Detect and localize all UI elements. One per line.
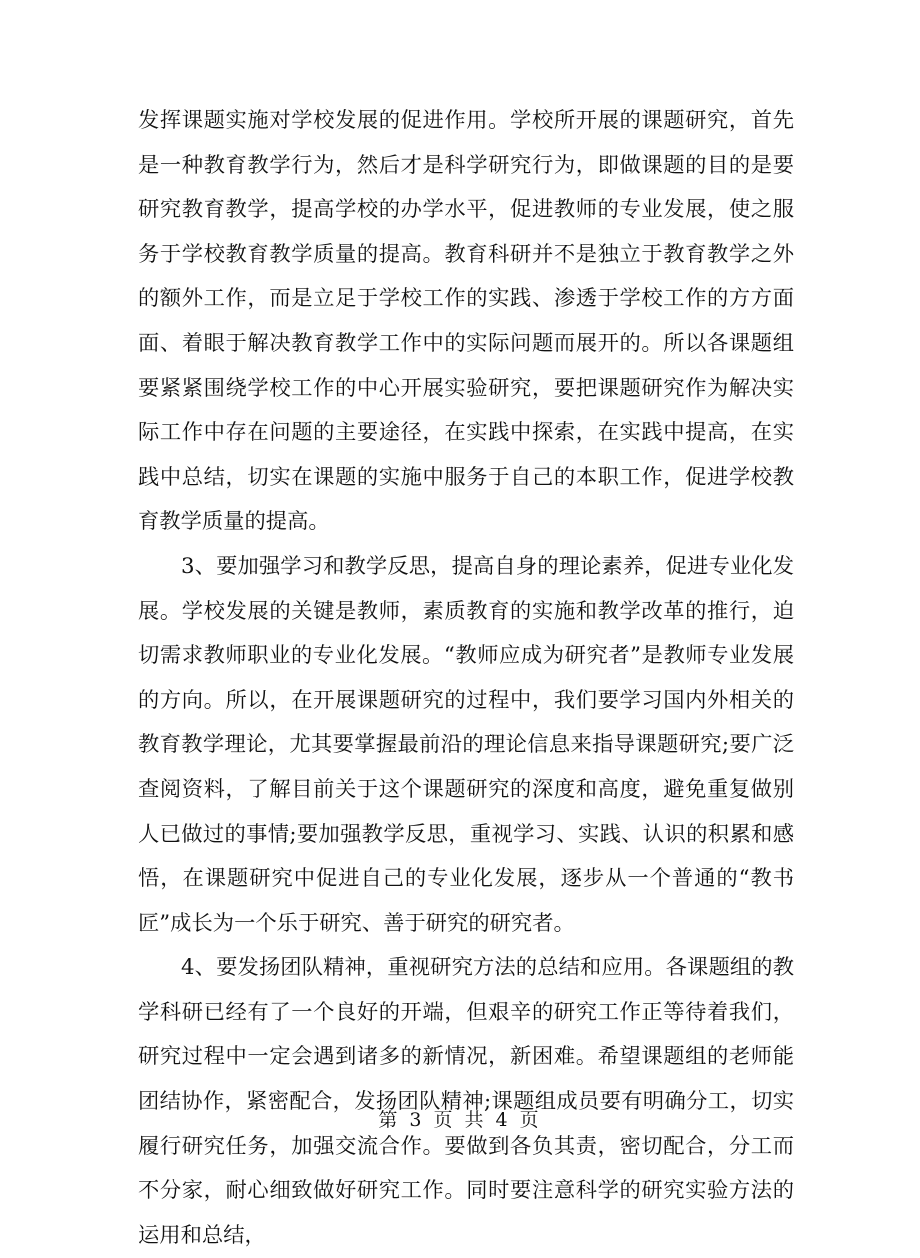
document-body <box>138 99 794 1258</box>
paragraph-item-3: 3、要加强学习和教学反思，提高自身的理论素养，促进专业化发展。学校发展的关键是教师，素质教育的实施和教学改革的推行，迫切需求教师职业的专业化发展。“教师应成为研究者”是教师专业发展的方向。所以，在开展课题研究的过程中，我们要学习国内外相关的教育教学理论，尤其要掌握最前沿的理论信息来指导课题研究;要广泛查阅资料，了解目前关于这个课题研究的深度和高度，避免重复做别人已做过的事情;要加强教学反思，重视学习、实践、认识的积累和感悟，在课题研究中促进自己的专业化发展，逐步从一个普通的“教书匠”成长为一个乐于研究、善于研究的研究者。 <box>138 553 794 936</box>
paragraph-item-4: 4、要发扬团队精神，重视研究方法的总结和应用。各课题组的教学科研已经有了一个良好的开端，但艰辛的研究工作正等待着我们，研究过程中一定会遇到诸多的新情况，新困难。希望课题组的老师能团结协作，紧密配合，发扬团队精神;课题组成员要有明确分工，切实履行研究任务，加强交流合作。要做到各负其责，密切配合，分工而不分家，耐心细致做好研究工作。同时要注意科学的研究实验方法的运用和总结， <box>138 955 794 1248</box>
paragraph-continuation: 发挥课题实施对学校发展的促进作用。学校所开展的课题研究，首先是一种教育教学行为，然后才是科学研究行为，即做课题的目的是要研究教育教学，提高学校的办学水平，促进教师的专业发展，使之服务于学校教育教学质量的提高。教育科研并不是独立于教育教学之外的额外工作，而是立足于学校工作的实践、渗透于学校工作的方方面面、着眼于解决教育教学工作中的实际问题而展开的。所以各课题组要紧紧围绕学校工作的中心开展实验研究，要把课题研究作为解决实际工作中存在问题的主要途径，在实践中探索，在实践中提高，在实践中总结，切实在课题的实施中服务于自己的本职工作，促进学校教育教学质量的提高。 <box>138 108 794 535</box>
page-number-footer: 第 3 页 共 4 页 <box>378 1109 542 1131</box>
